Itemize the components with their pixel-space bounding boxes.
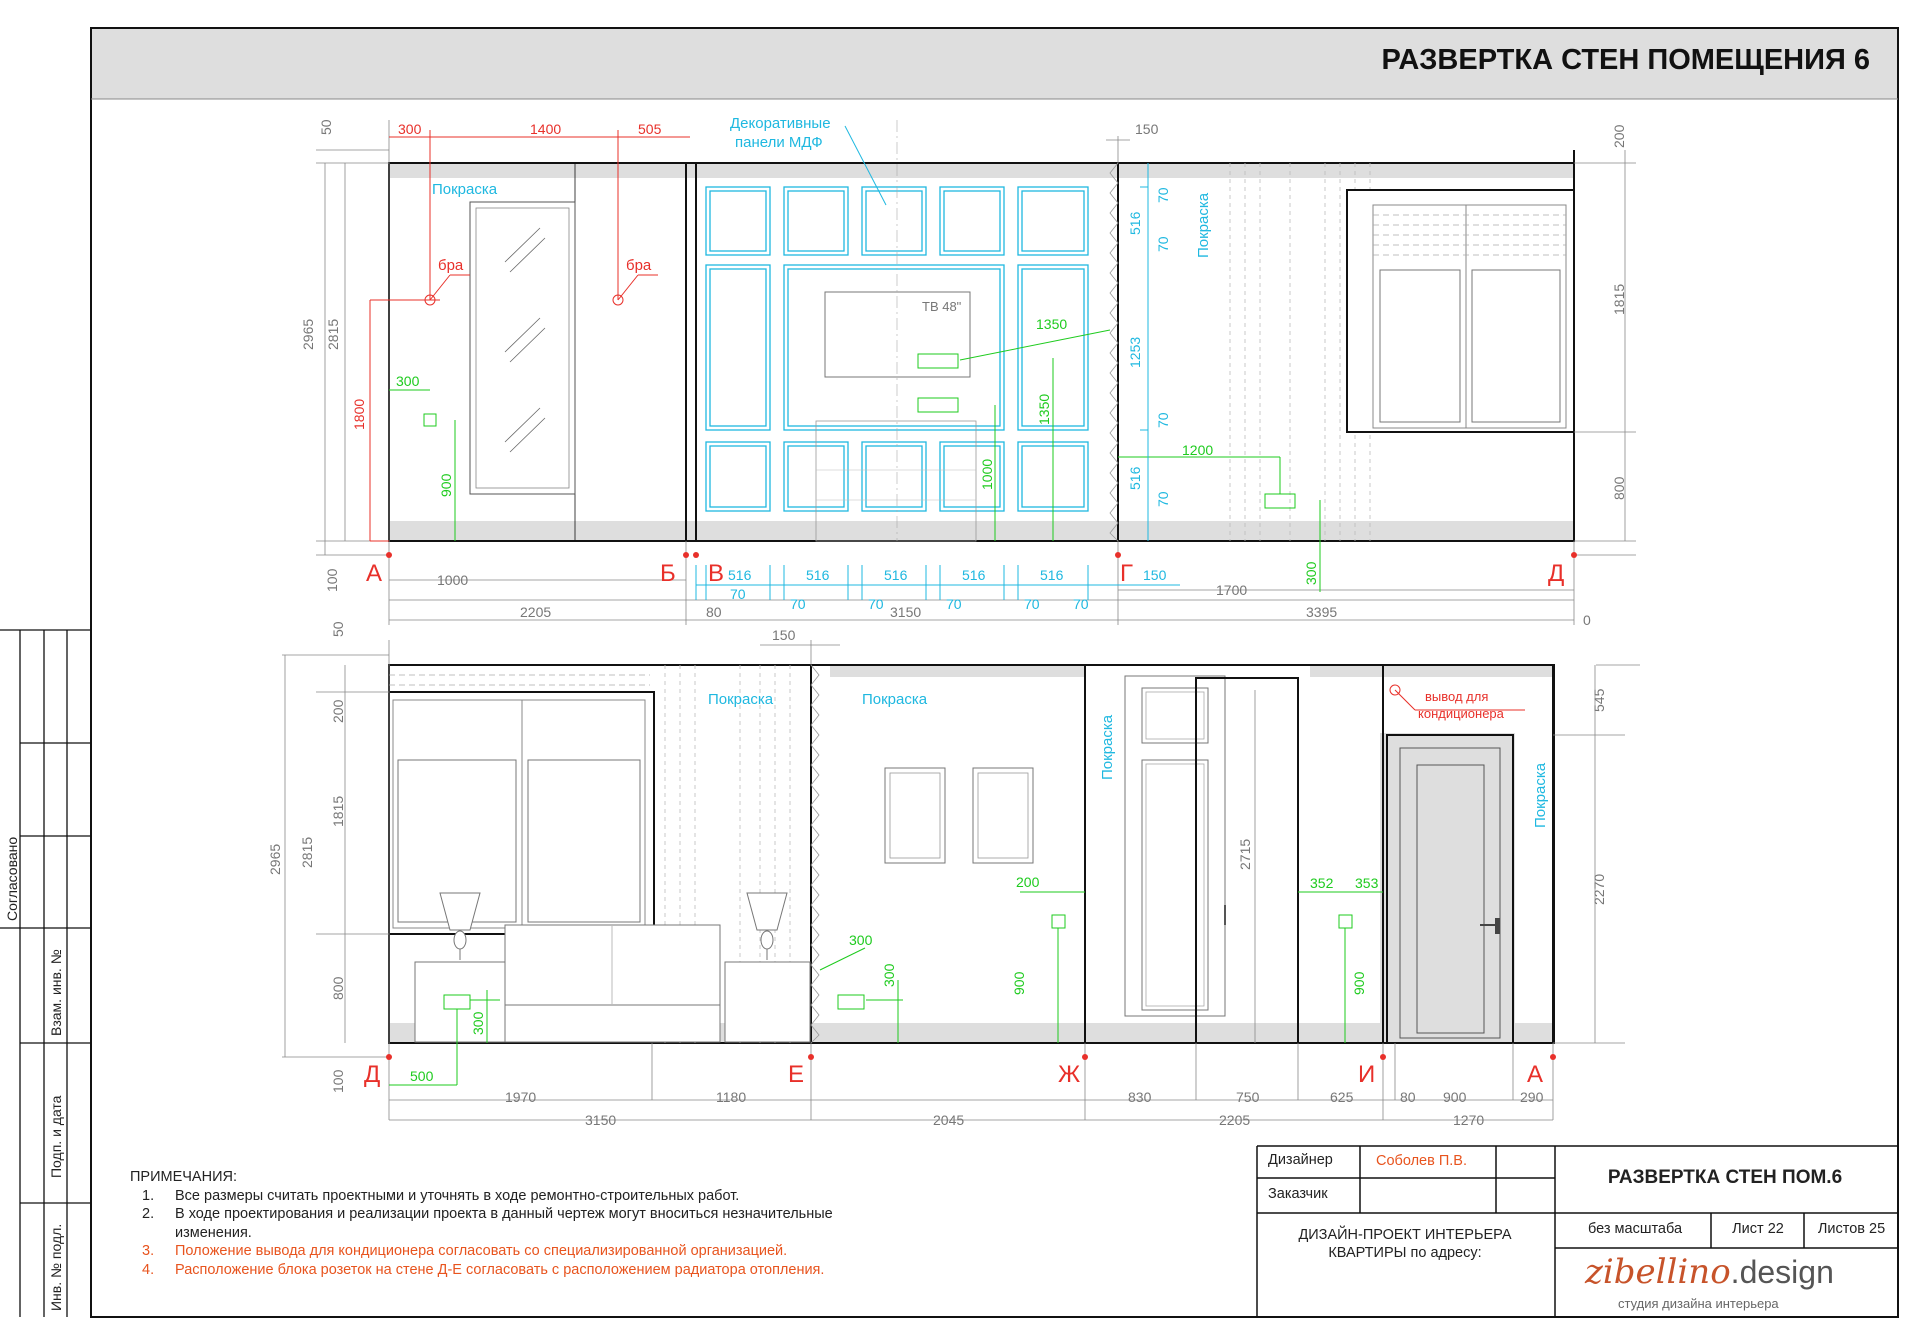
notes-title: ПРИМЕЧАНИЯ: <box>130 1169 237 1185</box>
dim-830: 830 <box>1128 1089 1152 1105</box>
blue-h-516-5: 516 <box>1040 567 1064 583</box>
upper-pokraska-1: Покраска <box>432 181 498 198</box>
blue-h-516-2: 516 <box>806 567 830 583</box>
upper-dim-50: 50 <box>318 119 334 135</box>
dim-3395: 3395 <box>1306 604 1338 620</box>
tb-sheets: Листов 25 <box>1817 1221 1886 1237</box>
blue-h-70-1: 70 <box>730 586 746 602</box>
side-stamp <box>0 630 91 1317</box>
stamp-soglasovano: Согласовано <box>4 836 20 921</box>
dim-2045: 2045 <box>933 1112 965 1128</box>
lower-dim-2815: 2815 <box>299 836 315 868</box>
lower-dim-800: 800 <box>330 976 346 1000</box>
letter-B-upper: Б <box>660 560 676 587</box>
green-1350-h: 1350 <box>1036 316 1068 332</box>
green-300-b: 300 <box>1303 561 1319 585</box>
upper-pokraska-2: Покраска <box>1195 192 1212 258</box>
tb-sheet: Лист 22 <box>1732 1221 1784 1237</box>
letter-G-upper: Г <box>1120 560 1133 587</box>
lower-dim-100: 100 <box>330 1069 346 1093</box>
blue-h-516-3: 516 <box>884 567 908 583</box>
bra-left: бра <box>438 257 464 274</box>
notes <box>130 1168 833 1279</box>
green-500: 500 <box>410 1068 434 1084</box>
mdf-label-line2: панели МДФ <box>735 134 823 151</box>
upper-dim-0: 0 <box>1583 612 1591 628</box>
lower-dim-2270: 2270 <box>1591 873 1607 905</box>
upper-dim-800: 800 <box>1611 476 1627 500</box>
ac-label-line1: вывод для <box>1425 689 1489 704</box>
tb-scale: без масштаба <box>1587 1221 1683 1237</box>
blue-v-516-a: 516 <box>1127 211 1143 235</box>
stamp-inv-podl: Инв. № подл. <box>48 1223 64 1311</box>
blue-h-70-4: 70 <box>946 596 962 612</box>
green-900-a: 900 <box>438 473 454 497</box>
dim-1270: 1270 <box>1453 1112 1485 1128</box>
ac-label-line2: кондиционера <box>1418 706 1504 721</box>
blue-v-70-b: 70 <box>1155 236 1171 252</box>
upper-dim-1815: 1815 <box>1611 283 1627 315</box>
top-red-1400: 1400 <box>530 121 562 137</box>
logo-brand: zibellino <box>1585 1252 1731 1292</box>
green-200: 200 <box>1016 874 1040 890</box>
lower-dim-545: 545 <box>1591 688 1607 712</box>
green-1200: 1200 <box>1182 442 1214 458</box>
tb-project-line2: КВАРТИРЫ по адресу: <box>1328 1245 1482 1261</box>
lower-dim-50: 50 <box>330 621 346 637</box>
top-red-300: 300 <box>398 121 422 137</box>
letter-Zh-lower: Ж <box>1058 1061 1081 1088</box>
dim-1970: 1970 <box>505 1089 537 1105</box>
blue-h-70-2: 70 <box>790 596 806 612</box>
letter-A-lower: А <box>1527 1061 1544 1088</box>
blue-v-70-a: 70 <box>1155 187 1171 203</box>
note-2-cont: изменения. <box>175 1224 252 1241</box>
entry-door <box>1387 735 1513 1043</box>
blue-h-70-6: 70 <box>1073 596 1089 612</box>
top-grey-150: 150 <box>1135 121 1159 137</box>
stamp-vzam: Взам. инв. № <box>48 949 64 1036</box>
tb-project-line1: ДИЗАЙН-ПРОЕКТ ИНТЕРЬЕРА <box>1298 1227 1512 1243</box>
tb-designer-name: Соболев П.В. <box>1376 1153 1467 1169</box>
upper-dim-2965: 2965 <box>300 318 316 350</box>
lower-pokraska-3: Покраска <box>1099 714 1116 780</box>
note-4: 4. Расположение блока розеток на стене Д-Е согласовать с расположением радиатора отопления. <box>142 1261 825 1278</box>
logo <box>1585 1252 1834 1292</box>
lower-dim-1815: 1815 <box>330 795 346 827</box>
door-dim-2715: 2715 <box>1237 838 1253 870</box>
dim-1700: 1700 <box>1216 582 1248 598</box>
lower-pokraska-2: Покраска <box>862 691 928 708</box>
lower-dim-200: 200 <box>330 699 346 723</box>
green-300-a: 300 <box>396 373 420 389</box>
note-3: 3. Положение вывода для кондиционера согласовать со специализированной организацией. <box>142 1243 788 1259</box>
green-300-d: 300 <box>881 963 897 987</box>
letter-V-upper: В <box>708 560 725 587</box>
logo-tagline: студия дизайна интерьера <box>1618 1296 1779 1311</box>
stamp-podp-data: Подп. и дата <box>48 1095 64 1178</box>
blue-v-1253: 1253 <box>1127 336 1143 368</box>
blue-h-516-4: 516 <box>962 567 986 583</box>
tb-client-label: Заказчик <box>1268 1186 1328 1202</box>
lower-dim-2965: 2965 <box>267 843 283 875</box>
lower-pokraska-4: Покраска <box>1532 762 1549 828</box>
green-900-c: 900 <box>1351 971 1367 995</box>
green-352: 352 <box>1310 875 1334 891</box>
upper-elevation <box>316 120 1636 625</box>
green-900-b: 900 <box>1011 971 1027 995</box>
green-353: 353 <box>1355 875 1379 891</box>
dim-2205-lower: 2205 <box>1219 1112 1251 1128</box>
green-1000: 1000 <box>979 458 995 490</box>
green-300-c: 300 <box>849 932 873 948</box>
blue-h-150: 150 <box>1143 567 1167 583</box>
dim-80-lower: 80 <box>1400 1089 1416 1105</box>
top-red-505: 505 <box>638 121 662 137</box>
lower-top-150: 150 <box>772 627 796 643</box>
blue-v-70-d: 70 <box>1155 491 1171 507</box>
upper-dim-100: 100 <box>324 568 340 592</box>
blue-v-70-c: 70 <box>1155 412 1171 428</box>
dim-3150-lower: 3150 <box>585 1112 617 1128</box>
page-title: РАЗВЕРТКА СТЕН ПОМЕЩЕНИЯ 6 <box>1381 44 1870 76</box>
dim-900: 900 <box>1443 1089 1467 1105</box>
tb-designer-label: Дизайнер <box>1268 1152 1333 1168</box>
blue-v-516-b: 516 <box>1127 466 1143 490</box>
dim-80-upper: 80 <box>706 604 722 620</box>
letter-E-lower: Е <box>788 1061 805 1088</box>
dim-3150-upper: 3150 <box>890 604 922 620</box>
bra-right: бра <box>626 257 652 274</box>
mdf-label-line1: Декоративные <box>730 115 831 132</box>
note-2: 2. В ходе проектирования и реализации проекта в данный чертеж могут вноситься незначительные <box>142 1206 833 1222</box>
letter-D-lower: Д <box>364 1061 381 1088</box>
upper-dim-2815: 2815 <box>325 318 341 350</box>
logo-suffix: .design <box>1730 1254 1834 1290</box>
green-1350-v: 1350 <box>1036 393 1052 425</box>
dim-290: 290 <box>1520 1089 1544 1105</box>
dim-2205-upper: 2205 <box>520 604 552 620</box>
blue-h-70-5: 70 <box>1024 596 1040 612</box>
blue-h-516-1: 516 <box>728 567 752 583</box>
upper-dim-200: 200 <box>1611 124 1627 148</box>
dim-625: 625 <box>1330 1089 1354 1105</box>
dim-1180: 1180 <box>716 1089 747 1105</box>
note-1: 1. Все размеры считать проектными и уточнять в ходе ремонтно-строительных работ. <box>142 1187 740 1204</box>
green-300-e: 300 <box>470 1011 486 1035</box>
dim-750: 750 <box>1236 1089 1260 1105</box>
upper-dim-1800: 1800 <box>351 398 367 430</box>
letter-I-lower: И <box>1358 1061 1376 1088</box>
tv-label: ТВ 48" <box>922 299 962 314</box>
letter-A-upper: А <box>366 560 383 587</box>
blue-h-70-3: 70 <box>868 596 884 612</box>
lower-pokraska-1: Покраска <box>708 691 774 708</box>
dim-1000: 1000 <box>437 572 469 588</box>
tb-sheet-title: РАЗВЕРТКА СТЕН ПОМ.6 <box>1607 1167 1843 1188</box>
letter-D-upper: Д <box>1548 560 1565 587</box>
